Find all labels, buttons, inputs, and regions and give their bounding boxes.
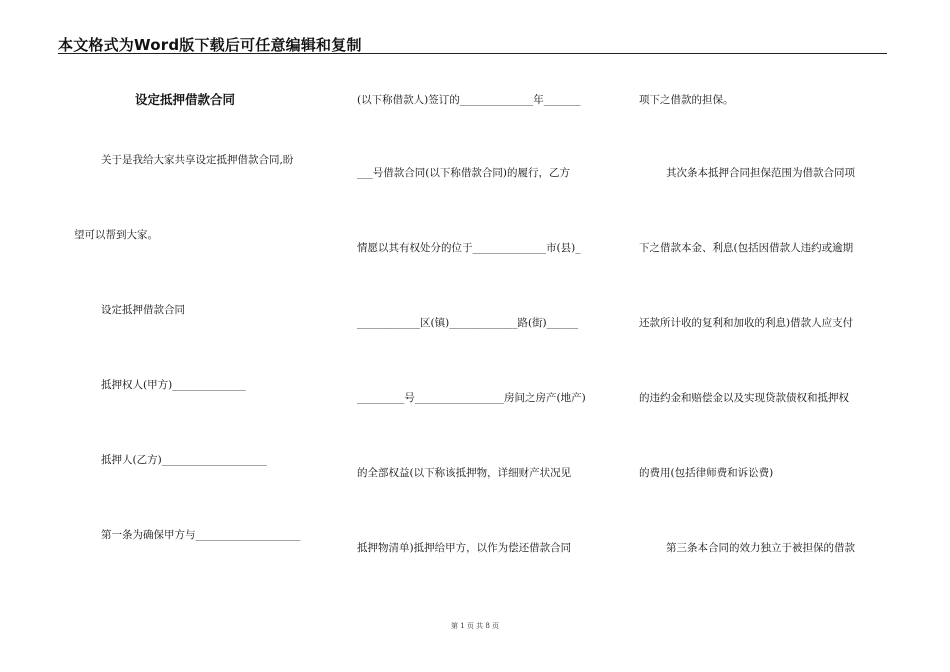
text-line: ___号借款合同(以下称借款合同)的履行，乙方 <box>357 167 570 179</box>
text-line: 项下之借款的担保。 <box>639 94 734 106</box>
text-line: 抵押权人(甲方)______________ <box>101 379 246 391</box>
text-line: 的违约金和赔偿金以及实现贷款债权和抵押权 <box>639 392 849 404</box>
text-line: 其次条本抵押合同担保范围为借款合同项 <box>666 167 855 179</box>
text-line: 第三条本合同的效力独立于被担保的借款 <box>666 542 855 554</box>
text-line: 关于是我给大家共享设定抵押借款合同,盼 <box>101 154 294 166</box>
page-number: 第 1 页 共 8 页 <box>450 622 500 630</box>
text-line: 下之借款本金、利息(包括因借款人违约或逾期 <box>639 242 854 254</box>
text-line: 第一条为确保甲方与____________________ <box>101 529 301 541</box>
document-header-title: 本文格式为Word版下载后可任意编辑和复制 <box>58 36 362 54</box>
text-line: 抵押人(乙方)____________________ <box>101 454 267 466</box>
text-line: 的全部权益(以下称该抵押物，详细财产状况见 <box>357 467 572 479</box>
text-line: 情愿以其有权处分的位于______________市(县)_ <box>357 242 581 254</box>
header-divider <box>58 53 887 54</box>
text-line: ____________区(镇)_____________路(街)______ <box>357 317 579 329</box>
text-line: 望可以帮到大家。 <box>74 229 158 241</box>
text-line: 还款所计收的复利和加收的利息)借款人应支付 <box>639 317 854 329</box>
contract-title: 设定抵押借款合同 <box>135 92 236 107</box>
text-line: 抵押物清单)抵押给甲方，以作为偿还借款合同 <box>357 542 572 554</box>
text-line: 的费用(包括律师费和诉讼费) <box>639 467 774 479</box>
text-line: 设定抵押借款合同 <box>101 304 185 316</box>
text-line: (以下称借款人)签订的______________年_______ <box>357 94 581 106</box>
text-line: _________号_________________房间之房产(地产) <box>357 392 586 404</box>
